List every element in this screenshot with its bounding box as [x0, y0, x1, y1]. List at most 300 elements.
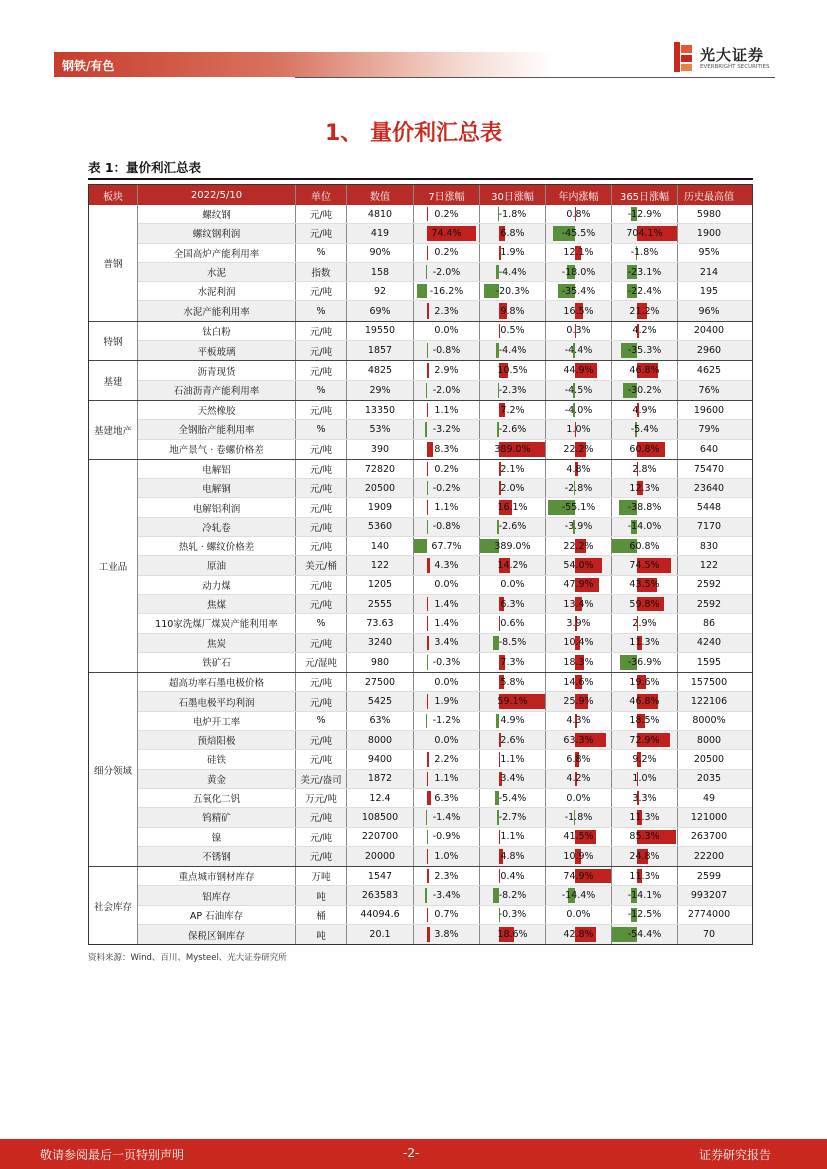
change-ytd	[546, 224, 612, 242]
historical-high	[678, 224, 740, 242]
unit-cell-text: 元/吨	[309, 445, 333, 457]
change-7d-text: 0.2%	[434, 208, 459, 220]
indicator-name	[138, 867, 296, 885]
value-cell	[347, 440, 414, 459]
change-7d	[414, 420, 480, 438]
value-cell-text: 29%	[369, 384, 391, 396]
change-365d-text: 19.6%	[629, 676, 660, 688]
historical-high-text: 2960	[696, 345, 722, 357]
unit-cell	[296, 401, 347, 419]
change-bar	[427, 830, 428, 844]
table-row	[138, 847, 752, 866]
change-ytd	[546, 301, 612, 320]
indicator-name-text: 全钢胎产能利用率	[178, 425, 255, 437]
indicator-name-text: 不锈钢	[202, 852, 231, 864]
indicator-name-text: 焦煤	[206, 600, 226, 612]
table-title-rule	[88, 178, 753, 180]
table-row	[138, 925, 752, 944]
indicator-name-text: 110家洗煤厂煤炭产能利用率	[155, 619, 278, 631]
change-30d-text: -0.3%	[498, 909, 527, 921]
change-bar	[427, 636, 429, 650]
change-ytd	[546, 750, 612, 768]
col-header-sector: 板块	[89, 185, 138, 205]
change-30d	[480, 653, 546, 672]
table-row	[138, 205, 752, 224]
change-7d	[414, 906, 480, 924]
change-bar	[427, 558, 430, 572]
indicator-name-text: 螺纹钢利润	[192, 229, 241, 241]
indicator-name-text: 钨精矿	[202, 813, 231, 825]
change-365d-text: 4.2%	[632, 325, 657, 337]
change-7d	[414, 673, 480, 691]
change-30d	[480, 808, 546, 826]
unit-cell-text: 元/吨	[309, 832, 333, 844]
change-ytd	[546, 886, 612, 904]
change-ytd-text: 0.0%	[566, 909, 591, 921]
historical-high	[678, 401, 740, 419]
table-row	[138, 886, 752, 905]
change-30d	[480, 770, 546, 788]
change-ytd-text: -55.1%	[561, 502, 596, 514]
change-7d-text: -3.4%	[432, 890, 461, 902]
change-365d	[612, 906, 678, 924]
change-30d-text: -2.7%	[498, 811, 527, 823]
indicator-name	[138, 925, 296, 944]
change-bar	[427, 442, 432, 457]
change-ytd	[546, 867, 612, 885]
change-30d	[480, 440, 546, 459]
value-cell-text: 53%	[369, 423, 391, 435]
change-30d-text: -8.5%	[498, 637, 527, 649]
unit-cell-text: %	[316, 715, 326, 727]
change-7d	[414, 460, 480, 478]
change-365d	[612, 847, 678, 866]
change-7d	[414, 847, 480, 866]
change-365d-text: 4.9%	[632, 404, 657, 416]
change-365d	[612, 341, 678, 360]
unit-cell-text: 元/吨	[309, 406, 333, 418]
change-7d	[414, 595, 480, 613]
col-header-high: 历史最高值	[684, 191, 734, 203]
indicator-name-text: 铝库存	[202, 891, 231, 903]
indicator-name-text: 动力煤	[202, 580, 231, 592]
change-30d-text: 18.6%	[497, 929, 528, 941]
unit-cell	[296, 301, 347, 320]
change-bar	[426, 265, 427, 279]
change-365d-text: 24.8%	[629, 850, 660, 862]
unit-cell	[296, 479, 347, 497]
change-30d	[480, 789, 546, 807]
value-cell	[347, 750, 414, 768]
historical-high	[678, 906, 740, 924]
indicator-name	[138, 537, 296, 555]
change-365d-text: -12.9%	[627, 208, 662, 220]
change-7d-text: 2.3%	[434, 305, 459, 317]
table-row	[138, 440, 752, 459]
change-ytd-text: 4.2%	[566, 773, 591, 785]
indicator-name	[138, 886, 296, 904]
change-7d	[414, 867, 480, 885]
change-ytd	[546, 673, 612, 691]
value-cell-text: 1872	[367, 773, 393, 785]
unit-cell	[296, 322, 347, 340]
change-bar	[427, 869, 429, 883]
unit-cell-text: 元/吨	[309, 580, 333, 592]
change-30d-text: 4.8%	[500, 850, 525, 862]
change-7d-text: 1.1%	[434, 404, 459, 416]
table-row	[138, 595, 752, 614]
value-cell-text: 72820	[364, 463, 396, 475]
change-365d-text: 46.8%	[629, 365, 660, 377]
col-header-ytd: 年内涨幅	[546, 185, 612, 205]
table-row	[138, 460, 752, 479]
table-group	[89, 673, 752, 867]
unit-cell	[296, 244, 347, 262]
page-footer	[0, 1139, 827, 1169]
indicator-name	[138, 712, 296, 730]
indicator-name	[138, 420, 296, 438]
change-365d-text: 2.9%	[632, 617, 657, 629]
change-365d	[612, 263, 678, 281]
change-365d	[612, 808, 678, 826]
table-group	[89, 401, 752, 460]
unit-cell-text: 元/吨	[309, 755, 333, 767]
change-7d	[414, 537, 480, 555]
value-cell	[347, 595, 414, 613]
footer-disclaimer: 敬请参阅最后一页特别声明	[40, 1148, 185, 1162]
change-ytd	[546, 712, 612, 730]
change-ytd	[546, 692, 612, 710]
change-30d-text: 2.1%	[500, 463, 525, 475]
table-row	[138, 770, 752, 789]
col-header-unit: 单位	[296, 185, 347, 205]
historical-high	[678, 712, 740, 730]
change-365d-text: 704.1%	[626, 227, 663, 239]
group-label: 基建地产	[89, 401, 138, 459]
change-bar	[496, 714, 500, 728]
indicator-name-text: 沥青现货	[197, 366, 236, 378]
unit-cell	[296, 224, 347, 242]
unit-cell	[296, 498, 347, 516]
change-365d	[612, 789, 678, 807]
change-ytd	[546, 381, 612, 400]
change-bar	[427, 597, 428, 611]
change-365d-text: 11.3%	[629, 870, 660, 882]
table-row	[138, 518, 752, 537]
indicator-name-text: 保税区铜库存	[187, 930, 245, 942]
change-7d-text: 1.4%	[434, 617, 459, 629]
unit-cell	[296, 556, 347, 574]
table-group	[89, 322, 752, 362]
value-cell	[347, 789, 414, 807]
unit-cell	[296, 692, 347, 710]
unit-cell	[296, 789, 347, 807]
value-cell	[347, 401, 414, 419]
change-365d	[612, 537, 678, 555]
indicator-name	[138, 479, 296, 497]
table-row	[138, 867, 752, 886]
change-365d	[612, 828, 678, 846]
indicator-name-text: 超高功率石墨电极价格	[168, 678, 264, 690]
change-7d-text: 1.4%	[434, 598, 459, 610]
historical-high-text: 5448	[696, 502, 722, 514]
change-ytd	[546, 498, 612, 516]
change-ytd-text: 44.9%	[563, 365, 594, 377]
table-row	[138, 789, 752, 808]
historical-high	[678, 847, 740, 866]
change-7d	[414, 479, 480, 497]
col-header-date: 2022/5/10	[138, 185, 296, 205]
value-cell-text: 419	[370, 227, 390, 239]
change-ytd	[546, 460, 612, 478]
change-ytd	[546, 322, 612, 340]
historical-high	[678, 263, 740, 281]
value-cell-text: 140	[370, 540, 390, 552]
value-cell-text: 20.1	[369, 929, 391, 941]
change-365d-text: 9.2%	[632, 753, 657, 765]
change-ytd	[546, 341, 612, 360]
summary-table	[88, 184, 753, 945]
value-cell	[347, 518, 414, 536]
indicator-name-text: 电炉开工率	[192, 716, 241, 728]
change-365d-text: -38.8%	[627, 502, 662, 514]
change-bar	[427, 520, 428, 534]
change-365d-text: -36.9%	[627, 656, 662, 668]
value-cell	[347, 479, 414, 497]
value-cell	[347, 906, 414, 924]
change-7d-text: 3.8%	[434, 929, 459, 941]
unit-cell-text: 元/吨	[309, 346, 333, 358]
change-30d	[480, 479, 546, 497]
change-30d-text: -1.8%	[498, 208, 527, 220]
change-30d	[480, 341, 546, 360]
historical-high-text: 1595	[696, 656, 722, 668]
change-7d	[414, 614, 480, 632]
value-cell	[347, 341, 414, 360]
table-title: 表 1：量价利汇总表	[88, 160, 202, 175]
historical-high	[678, 420, 740, 438]
change-365d	[612, 925, 678, 944]
change-ytd	[546, 731, 612, 749]
historical-high	[678, 614, 740, 632]
indicator-name-text: 电解铜	[202, 484, 231, 496]
unit-cell	[296, 731, 347, 749]
unit-cell	[296, 518, 347, 536]
change-30d-text: 10.5%	[497, 365, 528, 377]
change-30d	[480, 731, 546, 749]
indicator-name-text: 黄金	[206, 774, 226, 786]
change-30d	[480, 224, 546, 242]
change-30d	[480, 244, 546, 262]
change-30d	[480, 847, 546, 866]
historical-high-text: 121000	[690, 811, 728, 823]
value-cell-text: 27500	[364, 676, 396, 688]
change-7d-text: 2.9%	[434, 365, 459, 377]
unit-cell	[296, 282, 347, 300]
indicator-name	[138, 828, 296, 846]
change-ytd	[546, 770, 612, 788]
unit-cell-text: 元/吨	[309, 638, 333, 650]
unit-cell	[296, 341, 347, 360]
change-7d-text: -0.8%	[432, 521, 461, 533]
change-30d	[480, 886, 546, 904]
indicator-name	[138, 653, 296, 672]
unit-cell	[296, 595, 347, 613]
value-cell-text: 1547	[367, 870, 393, 882]
unit-cell-text: 元/吨	[309, 210, 333, 222]
indicator-name-text: 水泥产能利用率	[183, 307, 250, 319]
historical-high-text: 19600	[693, 404, 725, 416]
value-cell-text: 2555	[367, 598, 393, 610]
change-ytd-text: 25.9%	[563, 696, 594, 708]
value-cell	[347, 634, 414, 652]
value-cell-text: 8000	[367, 734, 393, 746]
change-ytd-text: 10.4%	[563, 637, 594, 649]
historical-high	[678, 867, 740, 885]
value-cell	[347, 556, 414, 574]
change-365d-text: 74.5%	[629, 559, 660, 571]
indicator-name	[138, 731, 296, 749]
change-7d-text: -0.2%	[432, 482, 461, 494]
change-7d-text: -16.2%	[429, 285, 464, 297]
unit-cell	[296, 653, 347, 672]
table-row	[138, 263, 752, 282]
change-bar	[427, 403, 428, 417]
value-cell-text: 1909	[367, 502, 393, 514]
unit-cell	[296, 925, 347, 944]
historical-high	[678, 808, 740, 826]
change-30d-text: -5.4%	[498, 792, 527, 804]
change-ytd	[546, 576, 612, 594]
historical-high	[678, 576, 740, 594]
change-30d-text: 6.8%	[500, 227, 525, 239]
change-30d	[480, 634, 546, 652]
table-row	[138, 692, 752, 711]
footer-report-type: 证券研究报告	[698, 1148, 771, 1162]
change-7d	[414, 282, 480, 300]
historical-high-text: 122106	[690, 696, 728, 708]
change-7d-text: 4.3%	[434, 559, 459, 571]
change-bar	[425, 422, 427, 436]
change-ytd	[546, 244, 612, 262]
table-row	[138, 673, 752, 692]
indicator-name-text: 电解铝利润	[192, 503, 241, 515]
change-7d	[414, 518, 480, 536]
change-365d-text: 18.5%	[629, 715, 660, 727]
change-365d	[612, 731, 678, 749]
historical-high-text: 4240	[696, 637, 722, 649]
change-7d	[414, 886, 480, 904]
unit-cell-text: %	[316, 305, 326, 317]
change-7d	[414, 244, 480, 262]
unit-cell	[296, 750, 347, 768]
value-cell	[347, 282, 414, 300]
value-cell	[347, 867, 414, 885]
indicator-name	[138, 224, 296, 242]
unit-cell-text: 元/吨	[309, 326, 333, 338]
change-ytd-text: 22.2%	[563, 540, 594, 552]
historical-high	[678, 537, 740, 555]
change-7d	[414, 750, 480, 768]
indicator-name-text: 水泥	[206, 268, 226, 280]
change-7d-text: -0.9%	[432, 831, 461, 843]
historical-high-text: 79%	[698, 423, 720, 435]
table-row	[138, 282, 752, 301]
table-row	[138, 401, 752, 420]
change-365d-text: -14.0%	[627, 521, 662, 533]
change-30d	[480, 828, 546, 846]
change-365d	[612, 692, 678, 710]
change-30d	[480, 460, 546, 478]
change-ytd	[546, 653, 612, 672]
unit-cell-text: 元/吨	[309, 813, 333, 825]
change-ytd	[546, 614, 612, 632]
value-cell-text: 69%	[369, 305, 391, 317]
indicator-name-text: 硅铁	[206, 755, 226, 767]
change-365d-text: -22.4%	[627, 285, 662, 297]
change-7d-text: 2.2%	[434, 753, 459, 765]
indicator-name-text: 铁矿石	[202, 658, 231, 670]
change-ytd-text: 3.9%	[566, 617, 591, 629]
table-row	[138, 322, 752, 341]
indicator-name	[138, 282, 296, 300]
unit-cell	[296, 460, 347, 478]
historical-high-text: 23640	[693, 482, 725, 494]
historical-high	[678, 673, 740, 691]
change-365d-text: 3.3%	[632, 792, 657, 804]
table-row	[138, 224, 752, 243]
change-7d-text: 8.3%	[434, 443, 459, 455]
indicator-name	[138, 614, 296, 632]
change-ytd-text: 14.6%	[563, 676, 594, 688]
change-ytd	[546, 205, 612, 223]
indicator-name	[138, 808, 296, 826]
change-7d	[414, 576, 480, 594]
group-label: 基建	[89, 361, 138, 400]
change-bar	[426, 714, 427, 728]
change-365d-text: -5.4%	[630, 423, 659, 435]
value-cell	[347, 420, 414, 438]
change-365d	[612, 301, 678, 320]
unit-cell-text: 万吨	[311, 872, 331, 884]
change-30d	[480, 301, 546, 320]
change-365d-text: -14.1%	[627, 890, 662, 902]
unit-cell-text: %	[316, 247, 326, 259]
indicator-name-text: 五氧化二钒	[192, 794, 241, 806]
change-bar	[427, 791, 431, 805]
value-cell	[347, 537, 414, 555]
change-30d	[480, 420, 546, 438]
header-section-label: 钢铁/有色	[62, 59, 115, 73]
change-30d-text: 6.3%	[500, 598, 525, 610]
value-cell-text: 3240	[367, 637, 393, 649]
change-7d-text: 1.1%	[434, 773, 459, 785]
value-cell-text: 13350	[364, 404, 396, 416]
change-365d-text: 60.8%	[629, 443, 660, 455]
change-30d-text: -8.2%	[498, 890, 527, 902]
change-ytd	[546, 906, 612, 924]
change-365d	[612, 595, 678, 613]
indicator-name	[138, 595, 296, 613]
historical-high-text: 2592	[696, 598, 722, 610]
change-30d-text: 5.8%	[500, 676, 525, 688]
unit-cell	[296, 634, 347, 652]
change-7d	[414, 322, 480, 340]
unit-cell-text: %	[316, 423, 326, 435]
change-30d-text: 1.1%	[500, 831, 525, 843]
unit-cell	[296, 263, 347, 281]
unit-cell-text: 桶	[316, 910, 326, 922]
